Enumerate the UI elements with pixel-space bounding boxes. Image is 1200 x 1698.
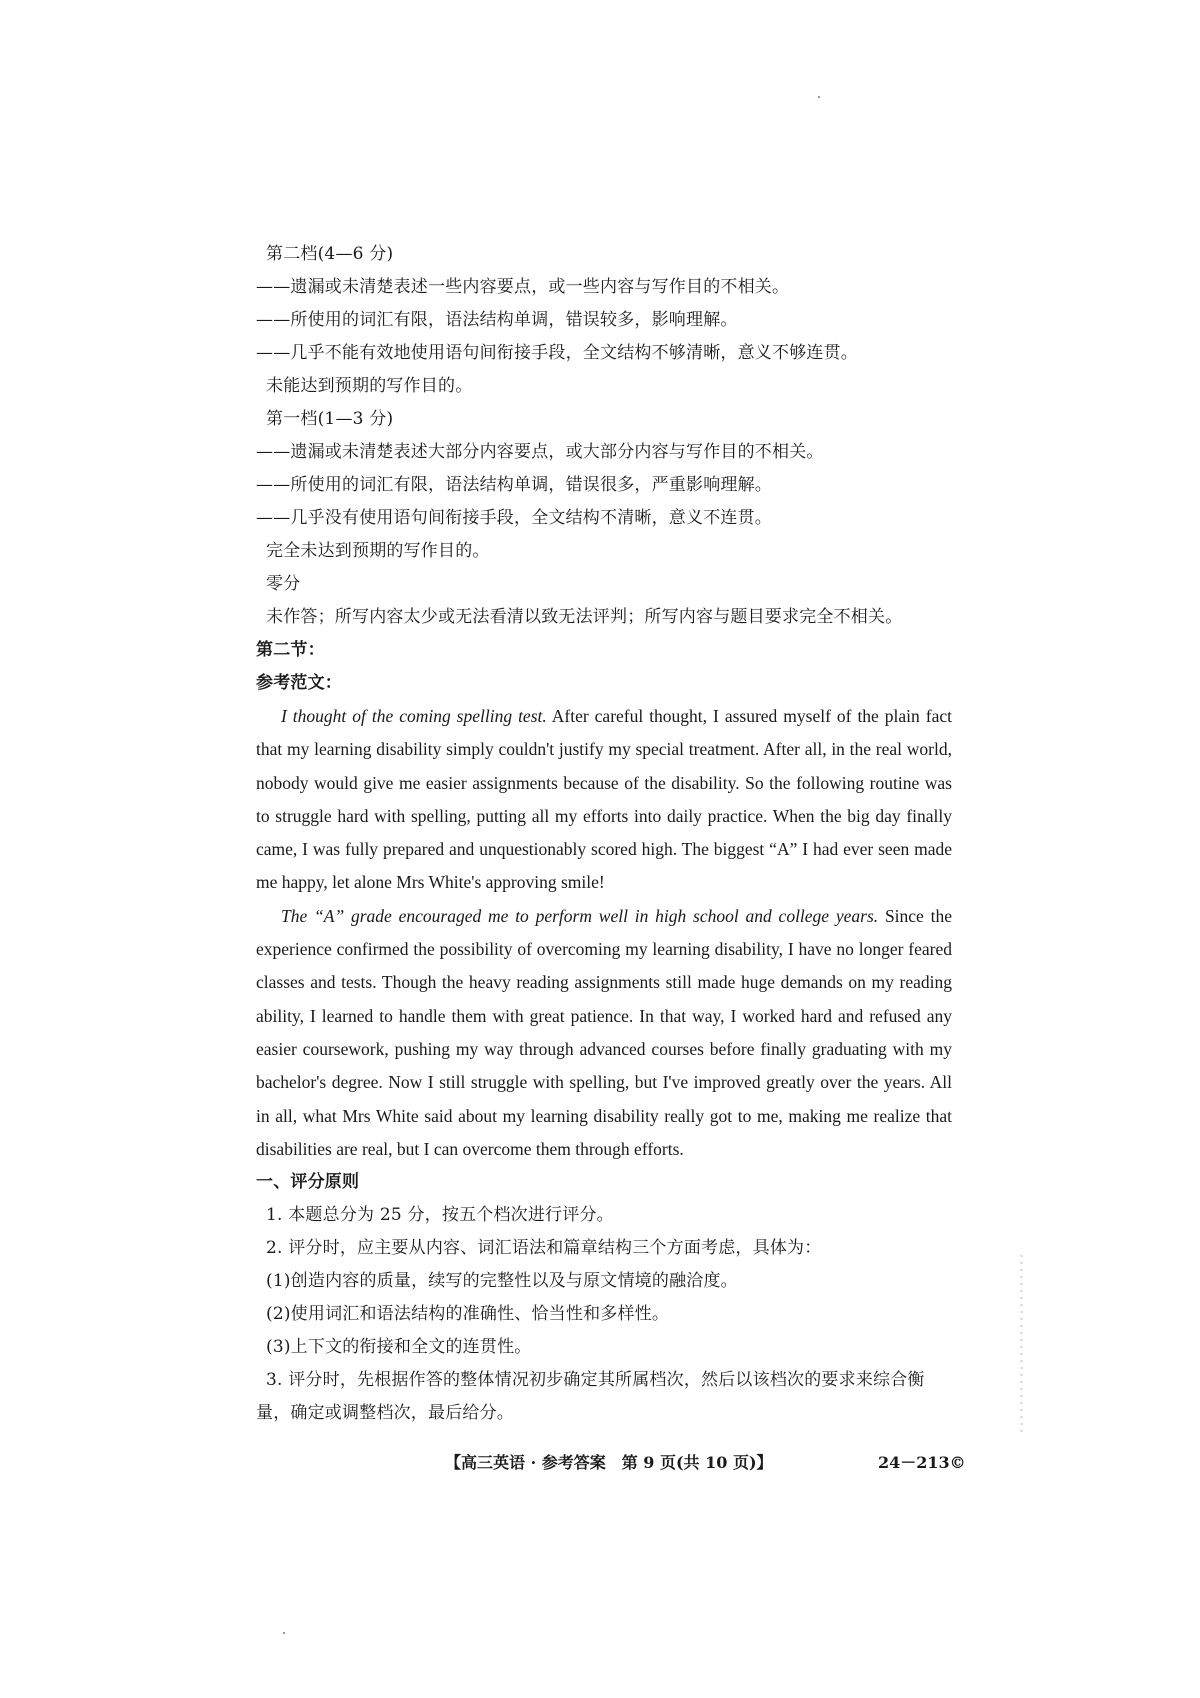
text-line: (2)使用词汇和语法结构的准确性、恰当性和多样性。 <box>266 1304 670 1325</box>
text-line: 一、评分原则 <box>256 1172 360 1193</box>
text-line: 第一档(1—3 分) <box>266 409 394 429</box>
sample-paragraph-2 <box>256 900 952 1166</box>
text-line: ——几乎不能有效地使用语句间衔接手段，全文结构不够清晰，意义不够连贯。 <box>256 343 858 363</box>
paragraph-body: After careful thought, I assured myself of the plain fact that my learning disability simply couldn't justify my special treatment. After all, in the real world, nobody would give me easier assignments because of the disability. So the following routine was to struggle hard with spelling, putting all my efforts into daily practice. When the big day finally came, I was fully prepared and unquestionably scored high. The biggest “A” I had ever seen made me happy, let alone Mrs White's approving smile! <box>256 706 952 893</box>
text-line: 完全未达到预期的写作目的。 <box>266 541 490 561</box>
text-line: ——遗漏或未清楚表述一些内容要点，或一些内容与写作目的不相关。 <box>256 277 790 297</box>
section-title: 第二节： <box>256 640 325 660</box>
scan-speck <box>818 96 820 98</box>
sample-paragraph-1 <box>256 700 952 900</box>
footer-page-info: 【高三英语 · 参考答案 第 9 页(共 10 页)】 <box>445 1453 773 1472</box>
page-content <box>256 238 952 1430</box>
scan-margin-dots <box>1020 1255 1023 1435</box>
text-line: (3)上下文的衔接和全文的连贯性。 <box>266 1337 532 1358</box>
text-line: 未能达到预期的写作目的。 <box>266 376 473 396</box>
text-line: 第二档(4—6 分) <box>266 244 394 264</box>
text-line: ——遗漏或未清楚表述大部分内容要点，或大部分内容与写作目的不相关。 <box>256 442 824 462</box>
scoring-rule-3: 3. 评分时，先根据作答的整体情况初步确定其所属档次，然后以该档次的要求来综合衡量，确定或调整档次，最后给分。 <box>256 1370 925 1424</box>
sample-essay-title: 参考范文： <box>256 673 342 693</box>
text-line: 2. 评分时，应主要从内容、词汇语法和篇章结构三个方面考虑，具体为： <box>266 1238 822 1259</box>
text-line: (1)创造内容的质量，续写的完整性以及与原文情境的融洽度。 <box>266 1271 738 1292</box>
paragraph-body: Since the experience confirmed the possibility of overcoming my learning disability, I have no longer feared classes and tests. Though the heavy reading assignments still made huge demands on my reading ability, I learned to handle them with great patience. In that way, I worked hard and refused any easier coursework, pushing my way through advanced courses before finally graduating with my bachelor's degree. Now I still struggle with spelling, but I've improved greatly over the years. All in all, what Mrs White said about my learning disability really got to me, making me realize that disabilities are real, but I can overcome them through efforts. <box>256 905 952 1159</box>
paragraph-lead-sentence: The “A” grade encouraged me to perform well in high school and college years. <box>281 905 879 926</box>
scoring-bands-list <box>256 238 952 634</box>
text-line: ——几乎没有使用语句间衔接手段，全文结构不清晰，意义不连贯。 <box>256 508 772 528</box>
text-line: 1. 本题总分为 25 分，按五个档次进行评分。 <box>266 1205 614 1226</box>
page-footer <box>445 1450 965 1473</box>
text-line: 未作答；所写内容太少或无法看清以致无法评判；所写内容与题目要求完全不相关。 <box>266 607 903 627</box>
text-line: ——所使用的词汇有限，语法结构单调，错误很多，严重影响理解。 <box>256 475 772 495</box>
scoring-principles-list <box>256 1166 952 1364</box>
scan-speck <box>283 1632 285 1634</box>
footer-doc-code: 24－213© <box>878 1453 966 1472</box>
paragraph-lead-sentence: I thought of the coming spelling test. <box>281 706 547 726</box>
text-line: ——所使用的词汇有限，语法结构单调，错误较多，影响理解。 <box>256 310 738 330</box>
text-line: 零分 <box>266 574 301 594</box>
